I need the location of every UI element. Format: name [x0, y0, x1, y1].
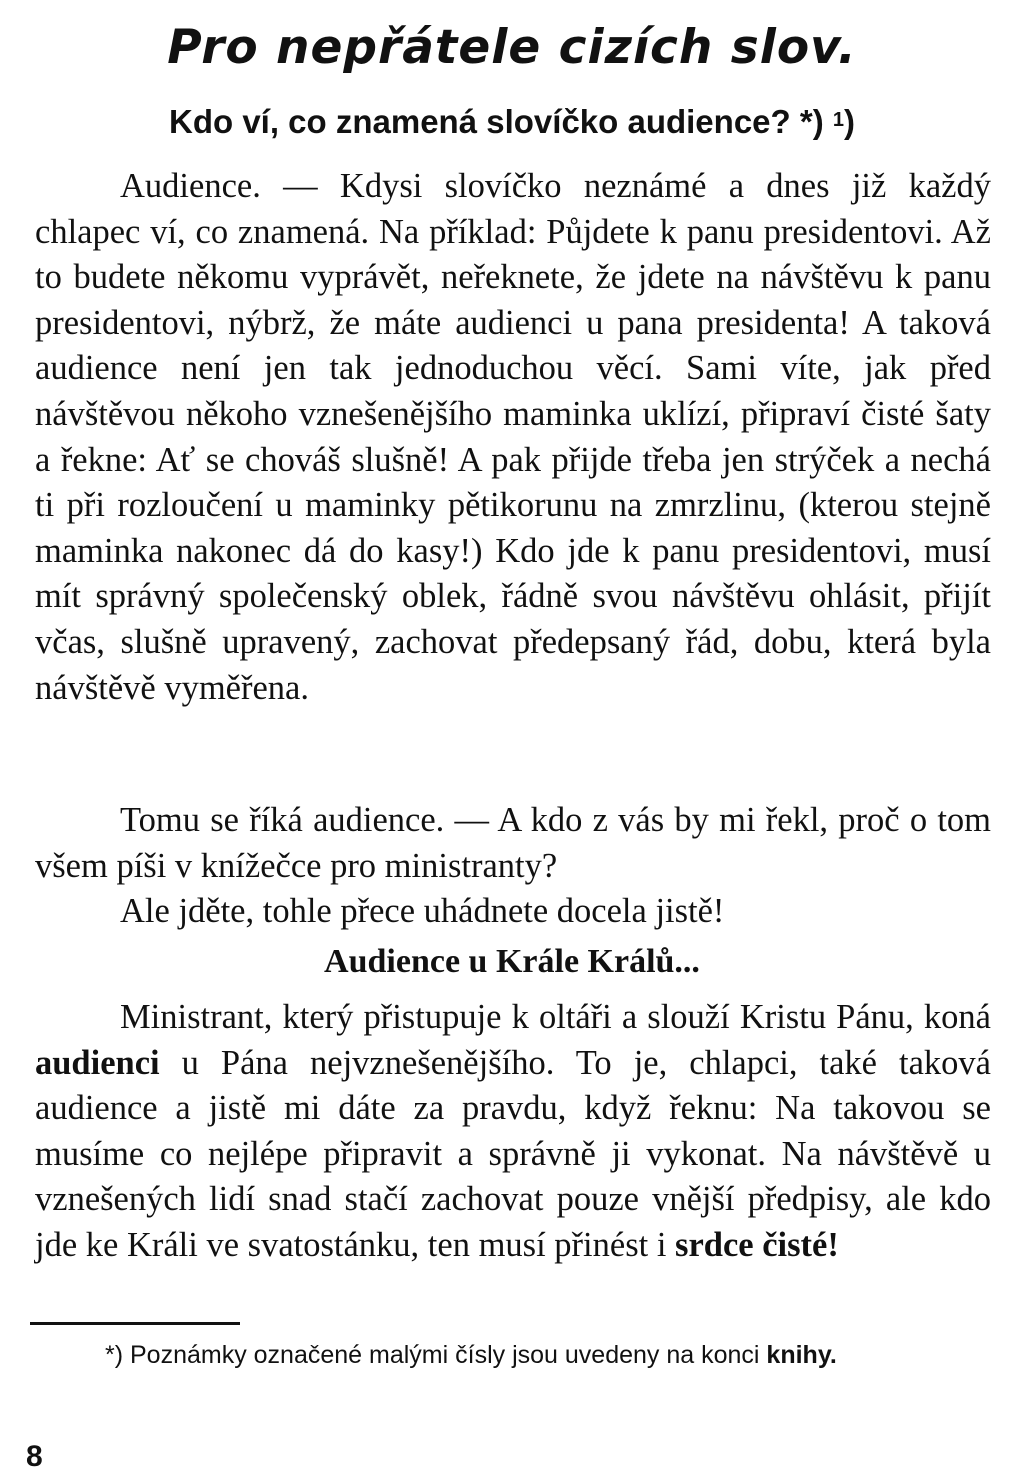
- paragraph-question: [35, 798, 991, 935]
- emphasis-text: audienci: [35, 1043, 160, 1082]
- paragraph-text: Tomu se říká audience. — A kdo z vás by mi řekl, proč o tom všem píši v knížečce pro ministranty?: [35, 801, 991, 885]
- text-run: Ministrant, který přistupuje k oltáři a slouží Kristu Pánu, koná: [120, 998, 991, 1036]
- page-number: 8: [26, 1440, 43, 1473]
- footnote-ref: 1: [832, 109, 844, 131]
- paragraph-ministrant: [35, 995, 991, 1269]
- footnote: [30, 1335, 990, 1375]
- emphasis-text: srdce čisté!: [675, 1225, 839, 1264]
- text-run: u Pána nejvznešenějšího. To je, chlapci, také taková audience a jistě mi dáte za pravdu, když řeknu: Na takovou se musíme co nejlépe připravit a správně ji vykonat. Na návštěvě u vznešených lidí snad stačí zachovat pouze vnější předpisy, ale kdo jde ke Králi ve svatostánku, ten musí přinést i: [35, 1043, 991, 1264]
- question-text: Kdo ví, co znamená slovíčko audience? *): [169, 103, 824, 140]
- question-close: ): [843, 103, 855, 140]
- footnote-end: knihy.: [766, 1341, 837, 1369]
- footnote-divider: [30, 1322, 240, 1325]
- paragraph-text: Audience. — Kdysi slovíčko neznámé a dnes již každý chlapec ví, co znamená. Na příklad: Půjdete k panu presidentovi. Až to budete někomu vyprávět, neřeknete, že jdete na návštěvu k panu presidentovi, nýbrž, že máte audienci u pana presidenta! A taková audience není jen tak jednoduchou věcí. Sami víte, jak před návštěvou někoho vznešenějšího maminka uklízí, připraví čisté šaty a řekne: Ať se chováš slušně! A pak přijde třeba jen strýček a nechá ti při rozloučení u maminky pětikorunu na zmrzlinu, (kterou stejně maminka nakonec dá do kasy!) Kdo jde k panu presidentovi, musí mít správný společenský oblek, řádně svou návštěvu ohlásit, přijít včas, slušně upravený, zachovat předepsaný řád, dobu, která byla návštěvě vyměřena.: [35, 167, 991, 707]
- section-heading: Audience u Krále Králů...: [324, 943, 700, 980]
- paragraph-text: [35, 995, 991, 1269]
- page-title: Pro nepřátele cizích slov.: [167, 20, 857, 75]
- question-heading: [0, 98, 1024, 146]
- paragraph-text: Ale jděte, tohle přece uhádnete docela jistě!: [120, 892, 725, 931]
- paragraph-audience-definition: [35, 164, 991, 711]
- footnote-text: *) Poznámky označené malými čísly jsou uvedeny na konci: [105, 1341, 760, 1369]
